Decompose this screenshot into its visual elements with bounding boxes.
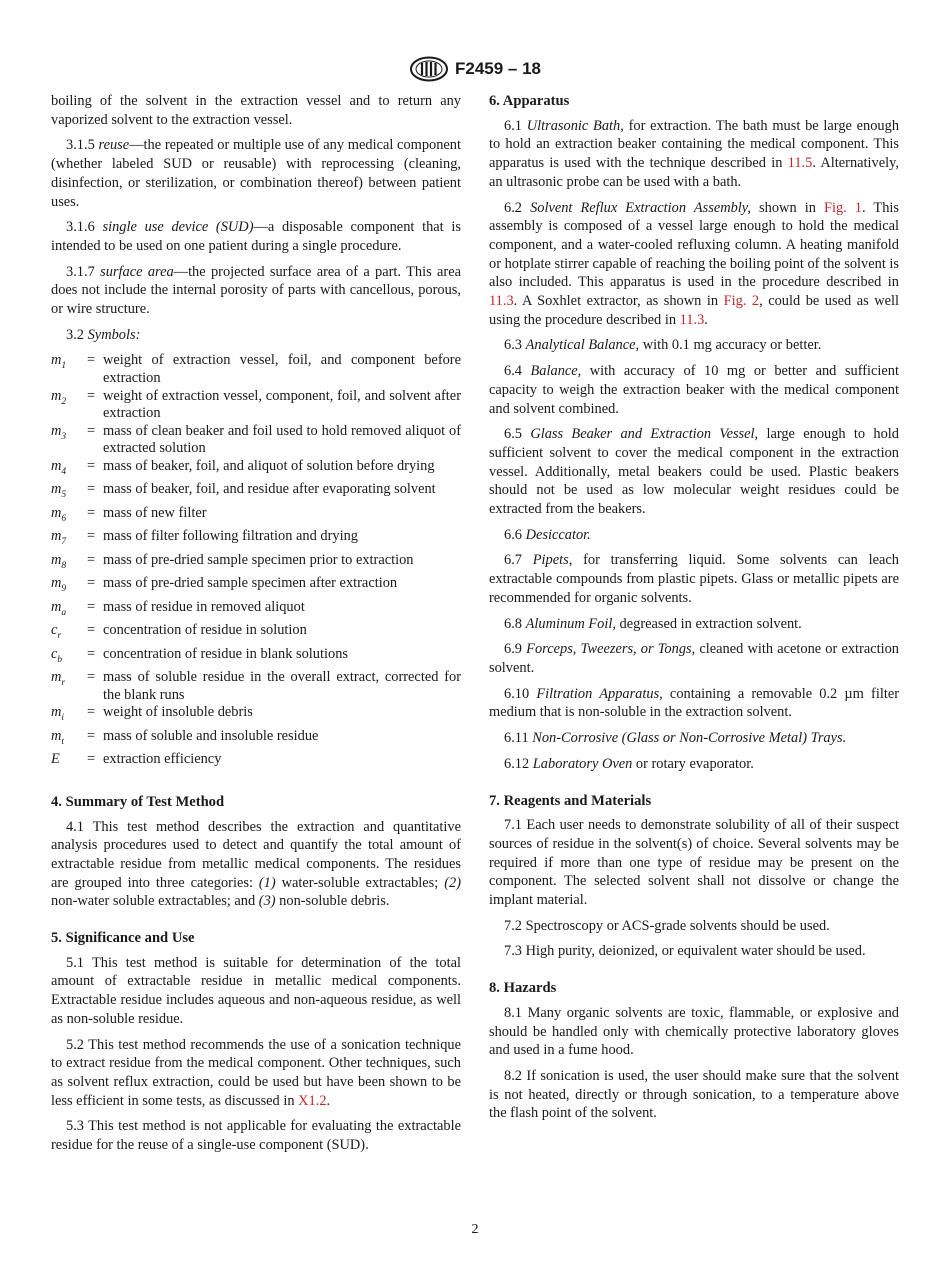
symbol: E xyxy=(51,751,60,768)
paragraph-5-2: 5.2 This test method recommends the use of a sonication technique to extract residue from the medical component. Other techniques, such as solvent reflux extraction, could be used but have been shown to be less efficient in some tests, as discussed in X1.2. xyxy=(51,1036,461,1109)
symbol-equals: = xyxy=(86,458,96,474)
symbol-equals: = xyxy=(86,751,96,768)
symbol-row xyxy=(51,423,461,458)
symbol-row xyxy=(51,704,461,727)
symbol: $m_2$ xyxy=(51,387,67,407)
symbol: $m_r$ xyxy=(51,669,66,689)
paragraph-7-2: 7.2 Spectroscopy or ACS-grade solvents should be used. xyxy=(504,917,830,934)
paragraph-5-3: 5.3 This test method is not applicable for evaluating the extractable residue for the reuse of a single-use component (SUD). xyxy=(51,1118,461,1154)
paragraph-6-11: 6.11 Non-Corrosive (Glass or Non-Corrosive Metal) Trays. xyxy=(504,730,847,747)
paragraph-6-10: 6.10 Filtration Apparatus, containing a removable 0.2 µm filter medium that is non-soluble in the extraction solvent. xyxy=(489,685,899,721)
symbol: $m_t$ xyxy=(51,727,65,747)
paragraph-6-12: 6.12 Laboratory Oven or rotary evaporator. xyxy=(504,755,754,772)
symbol-description: extraction efficiency xyxy=(103,751,222,768)
symbol-row xyxy=(51,505,461,528)
paragraph-6-2: 6.2 Solvent Reflux Extraction Assembly, shown in Fig. 1. This assembly is composed of a vessel large enough to hold the medical component, and a water-cooled refluxing column. A heating manifold or hotplate stirrer capable of reaching the boiling point of the solvent is also included. This apparatus is used in the procedure described in 11.3. A Soxhlet extractor, as shown in Fig. 2, could be used as well using the procedure described in 11.3. xyxy=(489,199,900,328)
symbol: $c_b$ xyxy=(51,645,63,665)
symbol-description: mass of filter following filtration and drying xyxy=(103,528,358,545)
symbol: $m_9$ xyxy=(51,575,67,595)
symbol-description: weight of extraction vessel, foil, and component before extraction xyxy=(103,352,461,387)
symbol-row xyxy=(51,481,461,504)
paragraph-8-1: 8.1 Many organic solvents are toxic, flammable, or explosive and should be handled only with chemically protective laboratory gloves and used in a fume hood. xyxy=(489,1004,899,1059)
symbol-description: mass of beaker, foil, and aliquot of solution before drying xyxy=(103,458,435,474)
symbol-description: mass of beaker, foil, and residue after evaporating solvent xyxy=(103,481,436,498)
paragraph-5-1: 5.1 This test method is suitable for determination of the total amount of extractable residue in metallic medical components. Extractable residue includes aqueous and non-aqueous residue, as well as non-soluble residue. xyxy=(51,954,461,1027)
astm-logo-icon xyxy=(409,56,449,82)
symbol-equals: = xyxy=(86,669,96,686)
symbol-row xyxy=(51,552,461,575)
symbol-description: mass of pre-dried sample specimen after extraction xyxy=(103,575,398,592)
symbols-heading: 3.2 Symbols: xyxy=(66,326,141,343)
symbol-description: concentration of residue in blank solutions xyxy=(103,645,348,662)
paragraph-6-1: 6.1 Ultrasonic Bath, for extraction. The bath must be large enough to hold an extraction beaker containing the medical component. This apparatus is used with the technique described in 11.5. Alternatively, an ultrasonic probe can be used with a bath. xyxy=(489,117,900,190)
symbol-description: weight of extraction vessel, component, foil, and solvent after extraction xyxy=(103,387,461,422)
symbol-equals: = xyxy=(86,645,96,662)
paragraph-6-6: 6.6 Desiccator. xyxy=(504,526,591,543)
paragraph-7-3: 7.3 High purity, deionized, or equivalent water should be used. xyxy=(504,943,866,960)
paragraph-6-4: 6.4 Balance, with accuracy of 10 mg or better and sufficient capacity to weigh the extraction beaker with the medical component and solvent combined. xyxy=(489,363,899,417)
symbol-equals: = xyxy=(86,704,96,721)
symbol-description: mass of residue in removed aliquot xyxy=(103,598,305,615)
symbol: $m_6$ xyxy=(51,504,67,524)
symbols-table xyxy=(51,352,461,774)
definition-reuse: 3.1.5 reuse—the repeated or multiple use of any medical component (whether labeled SUD or reusable) with reprocessing (cleaning, disinfection, or sterilization, or combination thereof) between patient uses. xyxy=(51,137,462,210)
ref-link-fig-2[interactable]: Fig. 2 xyxy=(723,293,760,310)
section-4-title: 4. Summary of Test Method xyxy=(51,793,225,810)
standard-designation: F2459 – 18 xyxy=(454,59,541,78)
symbol-description: mass of soluble residue in the overall extract, corrected for the blank runs xyxy=(103,669,461,703)
page-header xyxy=(0,56,950,82)
section-6-title: 6. Apparatus xyxy=(489,93,570,109)
symbol-row xyxy=(51,751,461,774)
symbol-row xyxy=(51,646,461,669)
symbol-equals: = xyxy=(86,387,96,404)
symbol-description: mass of new filter xyxy=(103,504,207,521)
ref-link-11-5[interactable]: 11.5 xyxy=(787,155,813,172)
symbol-row xyxy=(51,388,461,423)
symbol-row xyxy=(51,528,461,551)
symbol: $c_r$ xyxy=(51,622,62,642)
symbol-description: mass of clean beaker and foil used to hold removed aliquot of extracted solution xyxy=(103,422,461,457)
symbol-equals: = xyxy=(86,727,96,744)
ref-link-11-3[interactable]: 11.3 xyxy=(489,293,514,310)
ref-link-11-3[interactable]: 11.3 xyxy=(679,311,705,328)
paragraph-4-1: 4.1 This test method describes the extraction and quantitative analysis procedures used to detect and quantify the total amount of extractable residue from metallic medical components. The residues are grouped into three categories: (1) water-soluble extractables; (2) non-water soluble extractables; and (3) non-soluble debris. xyxy=(51,818,461,910)
definition-surface-area: 3.1.7 surface area—the projected surface area of a part. This area does not include the internal porosity of parts with cancellous, porous, or wire structure. xyxy=(51,263,461,318)
symbol: $m_a$ xyxy=(51,598,67,618)
paragraph-6-9: 6.9 Forceps, Tweezers, or Tongs, cleaned with acetone or extraction solvent. xyxy=(489,641,899,676)
symbol: $m_8$ xyxy=(51,551,67,571)
symbol-equals: = xyxy=(86,422,96,439)
symbol-equals: = xyxy=(86,504,96,521)
symbol-equals: = xyxy=(86,575,96,592)
symbol-row xyxy=(51,728,461,751)
symbol-row xyxy=(51,458,461,481)
symbol: $m_7$ xyxy=(51,528,67,548)
symbol-equals: = xyxy=(86,352,96,369)
symbol: $m_5$ xyxy=(51,481,67,501)
paragraph-6-3: 6.3 Analytical Balance, with 0.1 mg accuracy or better. xyxy=(504,337,822,354)
symbol-equals: = xyxy=(86,551,96,568)
symbol-description: concentration of residue in solution xyxy=(103,622,307,639)
paragraph-6-8: 6.8 Aluminum Foil, degreased in extraction solvent. xyxy=(504,615,802,632)
symbol: $m_4$ xyxy=(51,458,67,477)
paragraph-8-2: 8.2 If sonication is used, the user should make sure that the solvent is not heated, directly or through sonication, to a temperature above the flash point of the solvent. xyxy=(489,1067,899,1122)
section-5-title: 5. Significance and Use xyxy=(51,930,195,947)
symbol-row xyxy=(51,352,461,387)
section-8-title: 8. Hazards xyxy=(489,980,557,997)
symbol: $m_i$ xyxy=(51,704,65,724)
ref-link-x1-2[interactable]: X1.2 xyxy=(298,1092,327,1109)
paragraph-continuation: boiling of the solvent in the extraction vessel and to return any vaporized solvent to the extraction vessel. xyxy=(51,93,461,128)
page-number: 2 xyxy=(471,1222,479,1237)
symbol-description: mass of soluble and insoluble residue xyxy=(103,727,319,744)
symbol-row xyxy=(51,622,461,645)
left-column xyxy=(51,92,461,1162)
paragraph-6-7: 6.7 Pipets, for transferring liquid. Some solvents can leach extractable compounds from plastic pipets. Glass or metallic pipets are recommended for organic solvents. xyxy=(489,552,899,606)
symbol-equals: = xyxy=(86,528,96,545)
ref-link-fig-1[interactable]: Fig. 1 xyxy=(823,199,863,216)
symbol-description: weight of insoluble debris xyxy=(103,704,253,721)
symbol-equals: = xyxy=(86,622,96,639)
symbol: $m_3$ xyxy=(51,422,67,442)
section-7-title: 7. Reagents and Materials xyxy=(489,792,652,809)
right-column xyxy=(489,92,899,1130)
paragraph-7-1: 7.1 Each user needs to demonstrate solubility of all of their suspect sources of residue in the solvent(s) of choice. Several solvents may be required if more than one type of residue may be present on the component. The selected solvent shall not dissolve or change the implant material. xyxy=(489,817,899,909)
symbol-equals: = xyxy=(86,598,96,615)
symbol-description: mass of pre-dried sample specimen prior to extraction xyxy=(103,551,414,568)
definition-sud: 3.1.6 single use device (SUD)—a disposable component that is intended to be used on one patient during a single procedure. xyxy=(51,219,461,254)
symbol: $m_1$ xyxy=(51,352,67,372)
symbol-row xyxy=(51,575,461,598)
symbol-row xyxy=(51,599,461,622)
symbol-row xyxy=(51,669,461,704)
symbol-equals: = xyxy=(86,481,96,498)
paragraph-6-5: 6.5 Glass Beaker and Extraction Vessel, large enough to hold sufficient solvent to cover the medical component in the extraction vessel. Additionally, metal beakers could be used. Plastic beakers should not be used as low molecular weight residues could be extracted from the beakers. xyxy=(489,426,899,518)
